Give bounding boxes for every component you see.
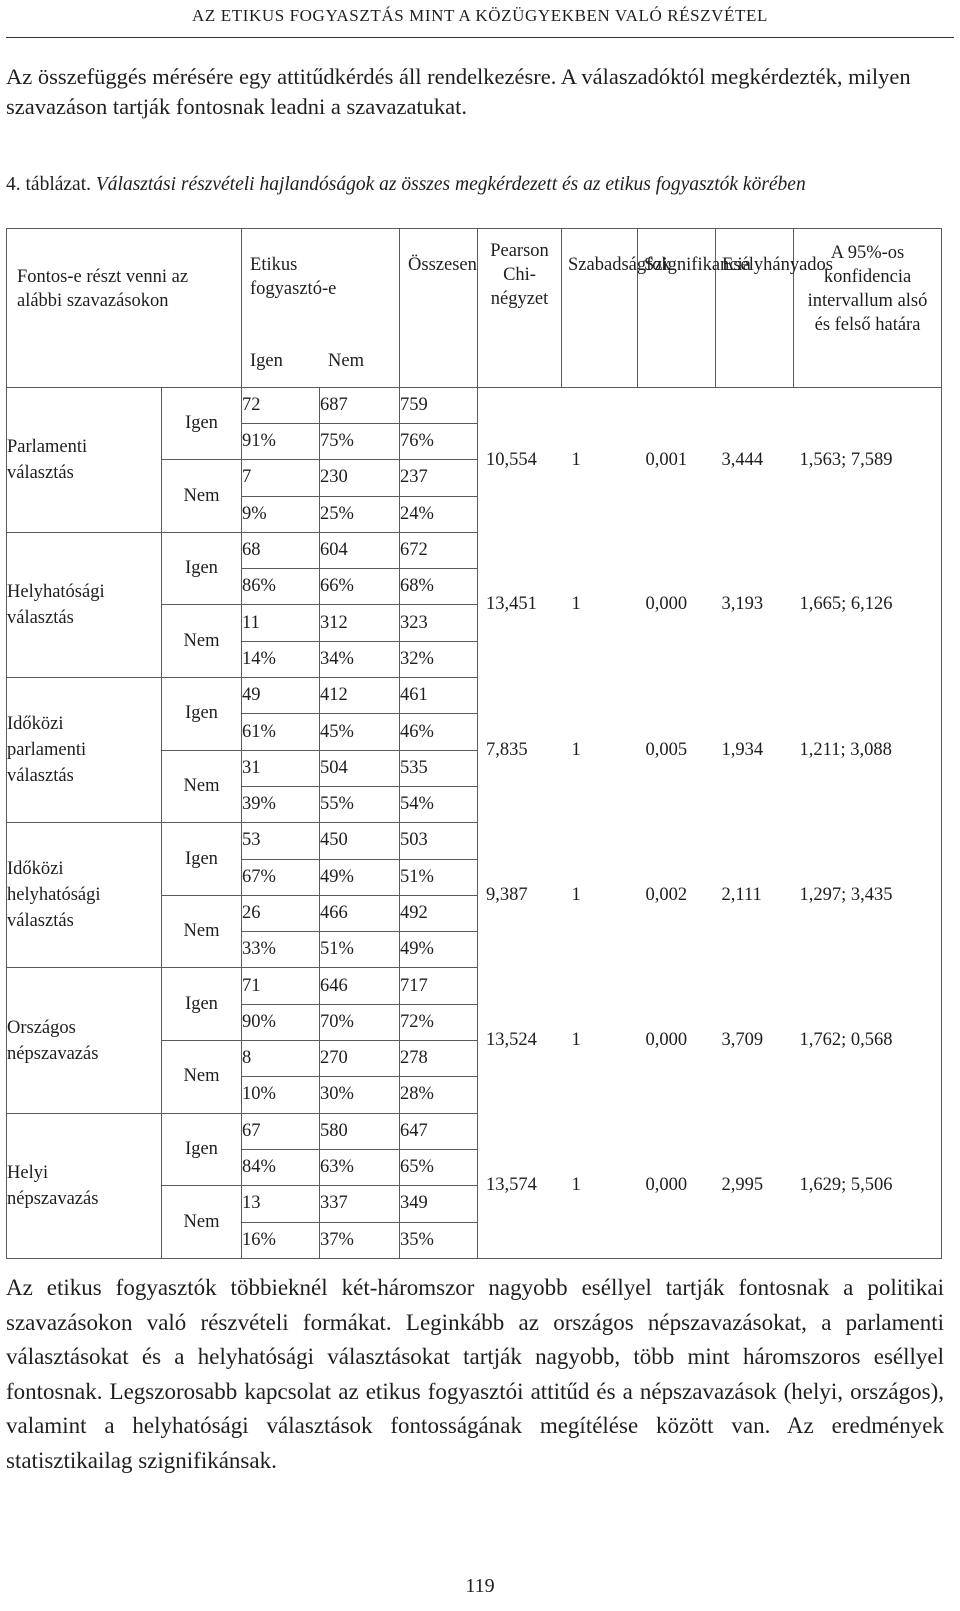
header-ethical [242,229,400,388]
percent-cell: 10% [242,1077,320,1113]
percent-cell: 70% [320,1004,400,1040]
results-table [6,228,942,1259]
pearson-value: 10,554 [478,387,562,532]
odds-ratio-value: 2,111 [721,884,762,905]
answer-label: Nem [162,1041,242,1114]
table-row [7,678,942,714]
count-cell: 7 [242,460,320,496]
group-label: Országos népszavazás [7,968,162,1113]
count-cell: 604 [320,532,400,568]
header-question: Fontos-e részt venni az alábbi szavazásokon [7,229,242,388]
odds-ratio-value: 1,934 [721,739,764,760]
table-row [7,387,942,423]
percent-cell: 66% [320,569,400,605]
count-cell: 647 [400,1113,478,1149]
odds-ratio-value: 3,709 [721,1030,764,1051]
confidence-interval-value: 1,629; 5,506 [794,1113,942,1258]
df-value: 1 [562,1113,638,1258]
percent-cell: 63% [320,1149,400,1185]
count-cell: 337 [320,1186,400,1222]
confidence-interval-value: 1,297; 3,435 [794,823,942,968]
table-header-row [7,229,942,388]
answer-label: Nem [162,1186,242,1259]
significance-value: 0,000 [638,1113,716,1258]
header-ethical-label: Etikus fogyasztó-e [250,255,337,299]
answer-label: Nem [162,750,242,823]
header-ethical-no: Nem [328,350,364,371]
confidence-interval-value: 1,211; 3,088 [794,678,942,823]
pearson-value: 13,574 [478,1113,562,1258]
pearson-value: 7,835 [478,678,562,823]
count-cell: 237 [400,460,478,496]
significance-value: 0,002 [645,884,688,905]
group-label: Helyi népszavazás [7,1113,162,1258]
header-ethical-yes: Igen [250,350,283,371]
table-row [7,968,942,1004]
percent-cell: 37% [320,1222,400,1258]
table-row [7,532,942,568]
count-cell: 672 [400,532,478,568]
confidence-interval-value: 1,563; 7,589 [794,387,942,532]
significance-value: 0,001 [645,449,688,470]
count-cell: 461 [400,678,478,714]
percent-cell: 54% [400,786,478,822]
percent-cell: 51% [320,932,400,968]
answer-label: Igen [162,387,242,460]
pearson-value: 9,387 [478,823,562,968]
header-pearson: Pearson Chi-négyzet [478,229,562,388]
table-title: Választási részvételi hajlandóságok az összes megkérdezett és az etikus fogyasztók körében [95,174,806,195]
count-cell: 580 [320,1113,400,1149]
percent-cell: 33% [242,932,320,968]
percent-cell: 61% [242,714,320,750]
significance-value: 0,000 [645,594,688,615]
percent-cell: 51% [400,859,478,895]
count-cell: 11 [242,605,320,641]
answer-label: Igen [162,532,242,605]
header-total: Összesen [400,229,478,388]
answer-label: Igen [162,678,242,751]
answer-label: Nem [162,460,242,533]
answer-label: Nem [162,605,242,678]
percent-cell: 84% [242,1149,320,1185]
count-cell: 504 [320,750,400,786]
table-caption [6,174,952,196]
group-label: Parlamenti választás [7,387,162,532]
running-head: AZ ETIKUS FOGYASZTÁS MINT A KÖZÜGYEKBEN VALÓ RÉSZVÉTEL [192,6,768,25]
table-number: 4. táblázat. [6,174,91,195]
answer-label: Igen [162,823,242,896]
percent-cell: 30% [320,1077,400,1113]
count-cell: 49 [242,678,320,714]
intro-paragraph: Az összefüggés mérésére egy attitűdkérdés áll rendelkezésre. A válaszadóktól megkérdezték, milyen szavazáson tartják fontosnak leadni a szavazatukat. [6,64,911,119]
percent-cell: 16% [242,1222,320,1258]
percent-cell: 34% [320,641,400,677]
count-cell: 503 [400,823,478,859]
percent-cell: 45% [320,714,400,750]
count-cell: 53 [242,823,320,859]
table-row [7,823,942,859]
count-cell: 492 [400,895,478,931]
count-cell: 26 [242,895,320,931]
confidence-interval-value: 1,762; 0,568 [794,968,942,1113]
header-rule [6,37,954,38]
df-value: 1 [571,884,581,905]
percent-cell: 24% [400,496,478,532]
group-label: Helyhatósági választás [7,532,162,677]
header-df: Szabadságfok [562,229,638,388]
percent-cell: 39% [242,786,320,822]
odds-ratio-value: 3,193 [721,594,764,615]
percent-cell: 76% [400,423,478,459]
header-odds-ratio: Esélyhányados [716,229,794,388]
count-cell: 31 [242,750,320,786]
percent-cell: 68% [400,569,478,605]
count-cell: 312 [320,605,400,641]
count-cell: 71 [242,968,320,1004]
count-cell: 450 [320,823,400,859]
count-cell: 646 [320,968,400,1004]
count-cell: 759 [400,387,478,423]
count-cell: 717 [400,968,478,1004]
df-value: 1 [571,1030,581,1051]
count-cell: 412 [320,678,400,714]
count-cell: 230 [320,460,400,496]
percent-cell: 25% [320,496,400,532]
df-value: 1 [571,594,581,615]
odds-ratio-value: 3,444 [721,449,764,470]
percent-cell: 65% [400,1149,478,1185]
df-value: 1 [571,739,581,760]
percent-cell: 72% [400,1004,478,1040]
percent-cell: 35% [400,1222,478,1258]
group-label: Időközi helyhatósági választás [7,823,162,968]
page-number: 119 [465,1575,495,1597]
table-row [7,1113,942,1149]
percent-cell: 9% [242,496,320,532]
count-cell: 72 [242,387,320,423]
percent-cell: 86% [242,569,320,605]
answer-label: Nem [162,895,242,968]
pearson-value: 13,451 [478,532,562,677]
odds-ratio-value: 2,995 [716,1113,794,1258]
percent-cell: 14% [242,641,320,677]
percent-cell: 46% [400,714,478,750]
percent-cell: 32% [400,641,478,677]
percent-cell: 75% [320,423,400,459]
percent-cell: 91% [242,423,320,459]
body-paragraph: Az etikus fogyasztók többieknél két-háromszor nagyobb eséllyel tartják fontosnak a politikai szavazásokon való részvételi formákat. Leginkább az országos népszavazásokat, a parlamenti választásokat és a helyhatósági választásokat tartják nagyobb, több mint háromszoros eséllyel fontosnak. Legszorosabb kapcsolat az etikus fogyasztói attitűd és a népszavazások (helyi, országos), valamint a helyhatósági választások fontosságának megítélése között van. Az eredmények statisztikailag szignifikánsak. [6,1275,944,1473]
pearson-value: 13,524 [478,968,562,1113]
answer-label: Igen [162,968,242,1041]
count-cell: 535 [400,750,478,786]
count-cell: 270 [320,1041,400,1077]
confidence-interval-value: 1,665; 6,126 [794,532,942,677]
count-cell: 466 [320,895,400,931]
percent-cell: 55% [320,786,400,822]
header-confidence-interval: A 95%-os konfidencia intervallum alsó és felső határa [794,229,942,388]
answer-label: Igen [162,1113,242,1186]
count-cell: 68 [242,532,320,568]
count-cell: 349 [400,1186,478,1222]
count-cell: 323 [400,605,478,641]
percent-cell: 90% [242,1004,320,1040]
count-cell: 687 [320,387,400,423]
percent-cell: 49% [400,932,478,968]
header-significance: Szignifikancia [638,229,716,388]
df-value: 1 [571,449,581,470]
percent-cell: 49% [320,859,400,895]
count-cell: 8 [242,1041,320,1077]
count-cell: 13 [242,1186,320,1222]
count-cell: 278 [400,1041,478,1077]
count-cell: 67 [242,1113,320,1149]
significance-value: 0,005 [645,739,688,760]
percent-cell: 28% [400,1077,478,1113]
group-label: Időközi parlamenti választás [7,678,162,823]
significance-value: 0,000 [645,1030,688,1051]
percent-cell: 67% [242,859,320,895]
